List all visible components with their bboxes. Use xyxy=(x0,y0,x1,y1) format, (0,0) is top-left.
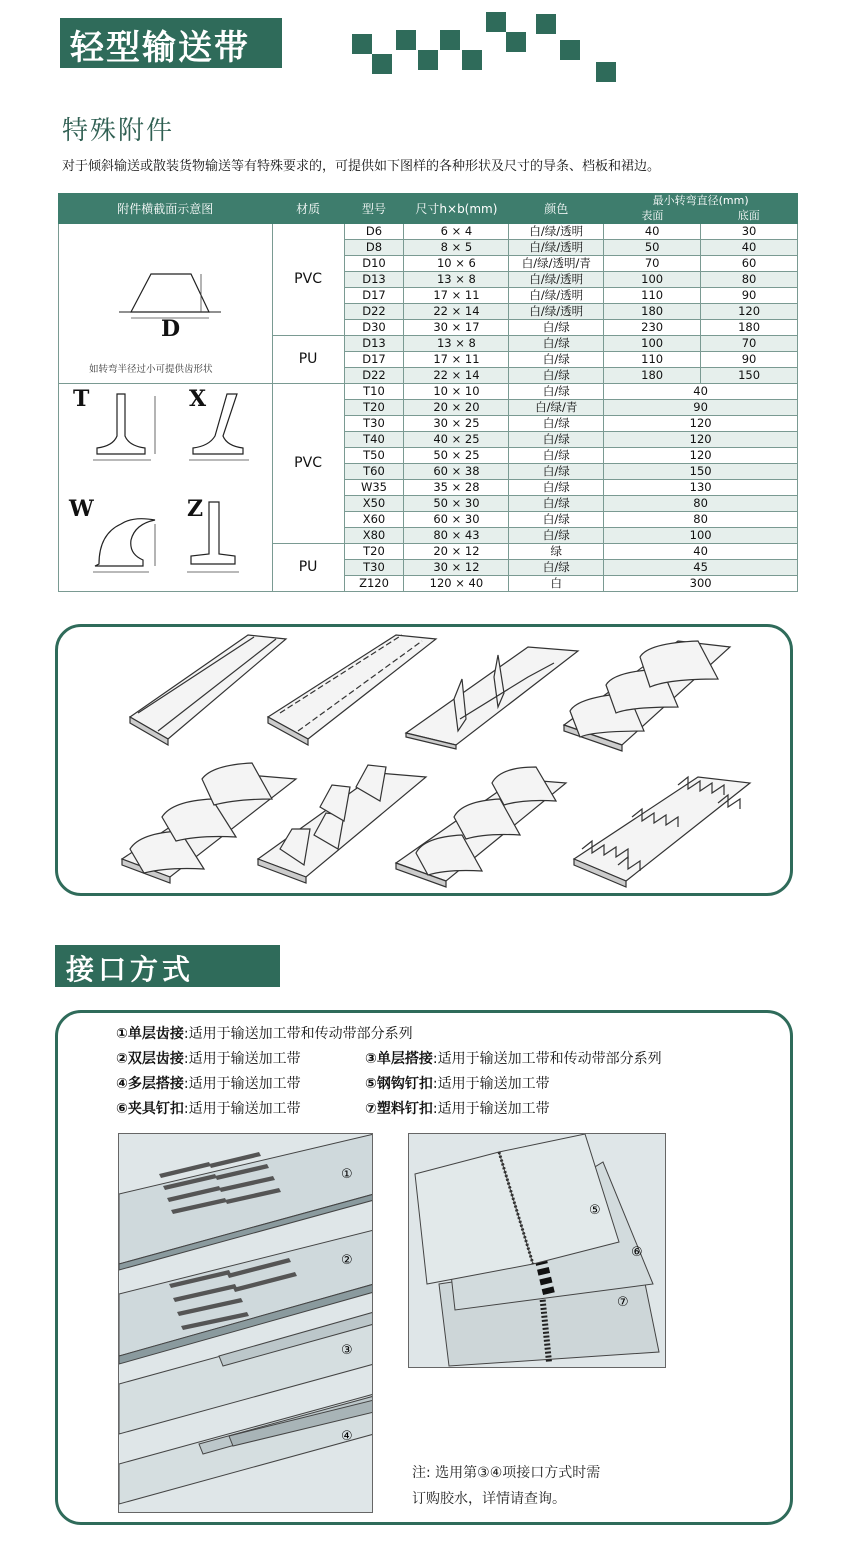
photo-label-6: ⑥ xyxy=(631,1245,643,1260)
radius-bottom-cell: 60 xyxy=(701,256,798,272)
profile-d-note: 如转弯半径过小可提供齿形状 xyxy=(89,364,213,375)
size-cell: 20 × 20 xyxy=(404,400,509,416)
color-cell: 白/绿 xyxy=(509,528,604,544)
radius-cell: 120 xyxy=(604,432,798,448)
size-cell: 30 × 12 xyxy=(404,560,509,576)
radius-top-cell: 110 xyxy=(604,352,701,368)
color-cell: 白/绿 xyxy=(509,368,604,384)
color-cell: 白/绿 xyxy=(509,512,604,528)
color-cell: 绿 xyxy=(509,544,604,560)
size-cell: 120 × 40 xyxy=(404,576,509,592)
size-cell: 6 × 4 xyxy=(404,224,509,240)
color-cell: 白/绿/透明/青 xyxy=(509,256,604,272)
model-cell: D22 xyxy=(344,368,404,384)
color-cell: 白/绿/透明 xyxy=(509,272,604,288)
profile-z-label: Z xyxy=(187,496,204,522)
model-cell: D17 xyxy=(344,352,404,368)
size-cell: 10 × 10 xyxy=(404,384,509,400)
photo-label-1: ① xyxy=(341,1167,353,1182)
model-cell: X50 xyxy=(344,496,404,512)
radius-cell: 120 xyxy=(604,448,798,464)
material-cell: PVC xyxy=(272,384,344,544)
color-cell: 白/绿/透明 xyxy=(509,304,604,320)
size-cell: 80 × 43 xyxy=(404,528,509,544)
model-cell: D8 xyxy=(344,240,404,256)
model-cell: T40 xyxy=(344,432,404,448)
size-cell: 13 × 8 xyxy=(404,336,509,352)
photo-label-7: ⑦ xyxy=(617,1295,629,1310)
profile-d-label: D xyxy=(161,316,181,342)
intro-text: 对于倾斜输送或散装货物输送等有特殊要求的，可提供如下图样的各种形状及尺寸的导条、档板和裙边。 xyxy=(62,159,661,174)
size-cell: 60 × 30 xyxy=(404,512,509,528)
joint-item-7: ⑦塑料钉扣:适用于输送加工带 xyxy=(365,1101,550,1117)
color-cell: 白/绿 xyxy=(509,384,604,400)
size-cell: 8 × 5 xyxy=(404,240,509,256)
radius-bottom-cell: 180 xyxy=(701,320,798,336)
profile-x-label: X xyxy=(189,386,207,412)
material-cell: PU xyxy=(272,544,344,592)
size-cell: 22 × 14 xyxy=(404,304,509,320)
radius-bottom-cell: 90 xyxy=(701,288,798,304)
header-color: 颜色 xyxy=(509,194,604,224)
radius-top-cell: 100 xyxy=(604,272,701,288)
color-cell: 白/绿 xyxy=(509,480,604,496)
model-cell: D13 xyxy=(344,272,404,288)
model-cell: T50 xyxy=(344,448,404,464)
joint-item-2: ②双层齿接:适用于输送加工带 xyxy=(116,1051,301,1067)
model-cell: X60 xyxy=(344,512,404,528)
header-material: 材质 xyxy=(272,194,344,224)
size-cell: 17 × 11 xyxy=(404,288,509,304)
radius-bottom-cell: 40 xyxy=(701,240,798,256)
diagram-d-cell xyxy=(59,224,273,384)
color-cell: 白/绿 xyxy=(509,352,604,368)
material-cell: PVC xyxy=(272,224,344,336)
section-title-accessories: 特殊附件 xyxy=(62,116,175,146)
color-cell: 白/绿/透明 xyxy=(509,240,604,256)
color-cell: 白 xyxy=(509,576,604,592)
photo-label-4: ④ xyxy=(341,1429,353,1444)
radius-top-cell: 230 xyxy=(604,320,701,336)
page-title: 轻型输送带 xyxy=(70,28,250,68)
model-cell: X80 xyxy=(344,528,404,544)
radius-cell: 300 xyxy=(604,576,798,592)
size-cell: 40 × 25 xyxy=(404,432,509,448)
radius-cell: 45 xyxy=(604,560,798,576)
size-cell: 50 × 25 xyxy=(404,448,509,464)
radius-bottom-cell: 70 xyxy=(701,336,798,352)
diagram-txwz-cell xyxy=(59,384,273,592)
radius-top-cell: 180 xyxy=(604,304,701,320)
radius-cell: 90 xyxy=(604,400,798,416)
profile-txwz-diagram xyxy=(59,384,271,589)
joint-footnote: 注: 选用第③④项接口方式时需 订购胶水，详情请查询。 xyxy=(412,1465,601,1507)
joint-item-3: ③单层搭接:适用于输送加工带和传动带部分系列 xyxy=(365,1051,662,1067)
model-cell: D17 xyxy=(344,288,404,304)
color-cell: 白/绿 xyxy=(509,432,604,448)
radius-bottom-cell: 30 xyxy=(701,224,798,240)
photo-label-2: ② xyxy=(341,1253,353,1268)
joint-item-1: ①单层齿接:适用于输送加工带和传动带部分系列 xyxy=(116,1026,413,1042)
spec-table xyxy=(58,193,798,592)
joint-item-5: ⑤钢钩钉扣:适用于输送加工带 xyxy=(365,1076,550,1092)
model-cell: Z120 xyxy=(344,576,404,592)
radius-cell: 130 xyxy=(604,480,798,496)
header-size: 尺寸h×b(mm) xyxy=(404,194,509,224)
radius-bottom-cell: 90 xyxy=(701,352,798,368)
model-cell: D6 xyxy=(344,224,404,240)
model-cell: D22 xyxy=(344,304,404,320)
color-cell: 白/绿/透明 xyxy=(509,224,604,240)
model-cell: D30 xyxy=(344,320,404,336)
profile-d-diagram xyxy=(59,224,271,374)
radius-top-cell: 110 xyxy=(604,288,701,304)
radius-cell: 80 xyxy=(604,512,798,528)
radius-cell: 80 xyxy=(604,496,798,512)
model-cell: T30 xyxy=(344,416,404,432)
model-cell: T20 xyxy=(344,544,404,560)
color-cell: 白/绿 xyxy=(509,320,604,336)
profile-w-label: W xyxy=(69,496,94,522)
radius-cell: 100 xyxy=(604,528,798,544)
size-cell: 22 × 14 xyxy=(404,368,509,384)
color-cell: 白/绿 xyxy=(509,336,604,352)
joint-item-6: ⑥夹具钉扣:适用于输送加工带 xyxy=(116,1101,301,1117)
model-cell: T60 xyxy=(344,464,404,480)
size-cell: 50 × 30 xyxy=(404,496,509,512)
color-cell: 白/绿/透明 xyxy=(509,288,604,304)
model-cell: T30 xyxy=(344,560,404,576)
radius-bottom-cell: 150 xyxy=(701,368,798,384)
radius-bottom-cell: 80 xyxy=(701,272,798,288)
model-cell: T20 xyxy=(344,400,404,416)
radius-cell: 40 xyxy=(604,384,798,400)
radius-cell: 40 xyxy=(604,544,798,560)
model-cell: W35 xyxy=(344,480,404,496)
size-cell: 35 × 28 xyxy=(404,480,509,496)
accessory-illustrations-panel xyxy=(55,624,793,896)
radius-bottom-cell: 120 xyxy=(701,304,798,320)
radius-cell: 150 xyxy=(604,464,798,480)
photo-label-3: ③ xyxy=(341,1343,353,1358)
profile-t-label: T xyxy=(73,386,90,412)
color-cell: 白/绿 xyxy=(509,464,604,480)
model-cell: D13 xyxy=(344,336,404,352)
size-cell: 10 × 6 xyxy=(404,256,509,272)
color-cell: 白/绿 xyxy=(509,416,604,432)
header-radius: 最小转弯直径(mm) 表面 底面 xyxy=(604,194,798,224)
photo-label-5: ⑤ xyxy=(589,1203,601,1218)
material-cell: PU xyxy=(272,336,344,384)
header-diagram: 附件横截面示意图 xyxy=(59,194,273,224)
belt-illustrations xyxy=(58,627,790,893)
joint-item-4: ④多层搭接:适用于输送加工带 xyxy=(116,1076,301,1092)
size-cell: 30 × 17 xyxy=(404,320,509,336)
joint-photo-fasteners xyxy=(408,1133,666,1368)
model-cell: T10 xyxy=(344,384,404,400)
color-cell: 白/绿/青 xyxy=(509,400,604,416)
radius-top-cell: 40 xyxy=(604,224,701,240)
size-cell: 20 × 12 xyxy=(404,544,509,560)
size-cell: 30 × 25 xyxy=(404,416,509,432)
radius-cell: 120 xyxy=(604,416,798,432)
radius-top-cell: 100 xyxy=(604,336,701,352)
model-cell: D10 xyxy=(344,256,404,272)
size-cell: 60 × 38 xyxy=(404,464,509,480)
joint-photo-splices xyxy=(118,1133,373,1513)
section-title-joints: 接口方式 xyxy=(66,953,195,986)
color-cell: 白/绿 xyxy=(509,496,604,512)
radius-top-cell: 50 xyxy=(604,240,701,256)
color-cell: 白/绿 xyxy=(509,560,604,576)
color-cell: 白/绿 xyxy=(509,448,604,464)
table-row xyxy=(59,384,798,400)
radius-top-cell: 180 xyxy=(604,368,701,384)
radius-top-cell: 70 xyxy=(604,256,701,272)
table-row xyxy=(59,224,798,240)
size-cell: 17 × 11 xyxy=(404,352,509,368)
header-model: 型号 xyxy=(344,194,404,224)
size-cell: 13 × 8 xyxy=(404,272,509,288)
